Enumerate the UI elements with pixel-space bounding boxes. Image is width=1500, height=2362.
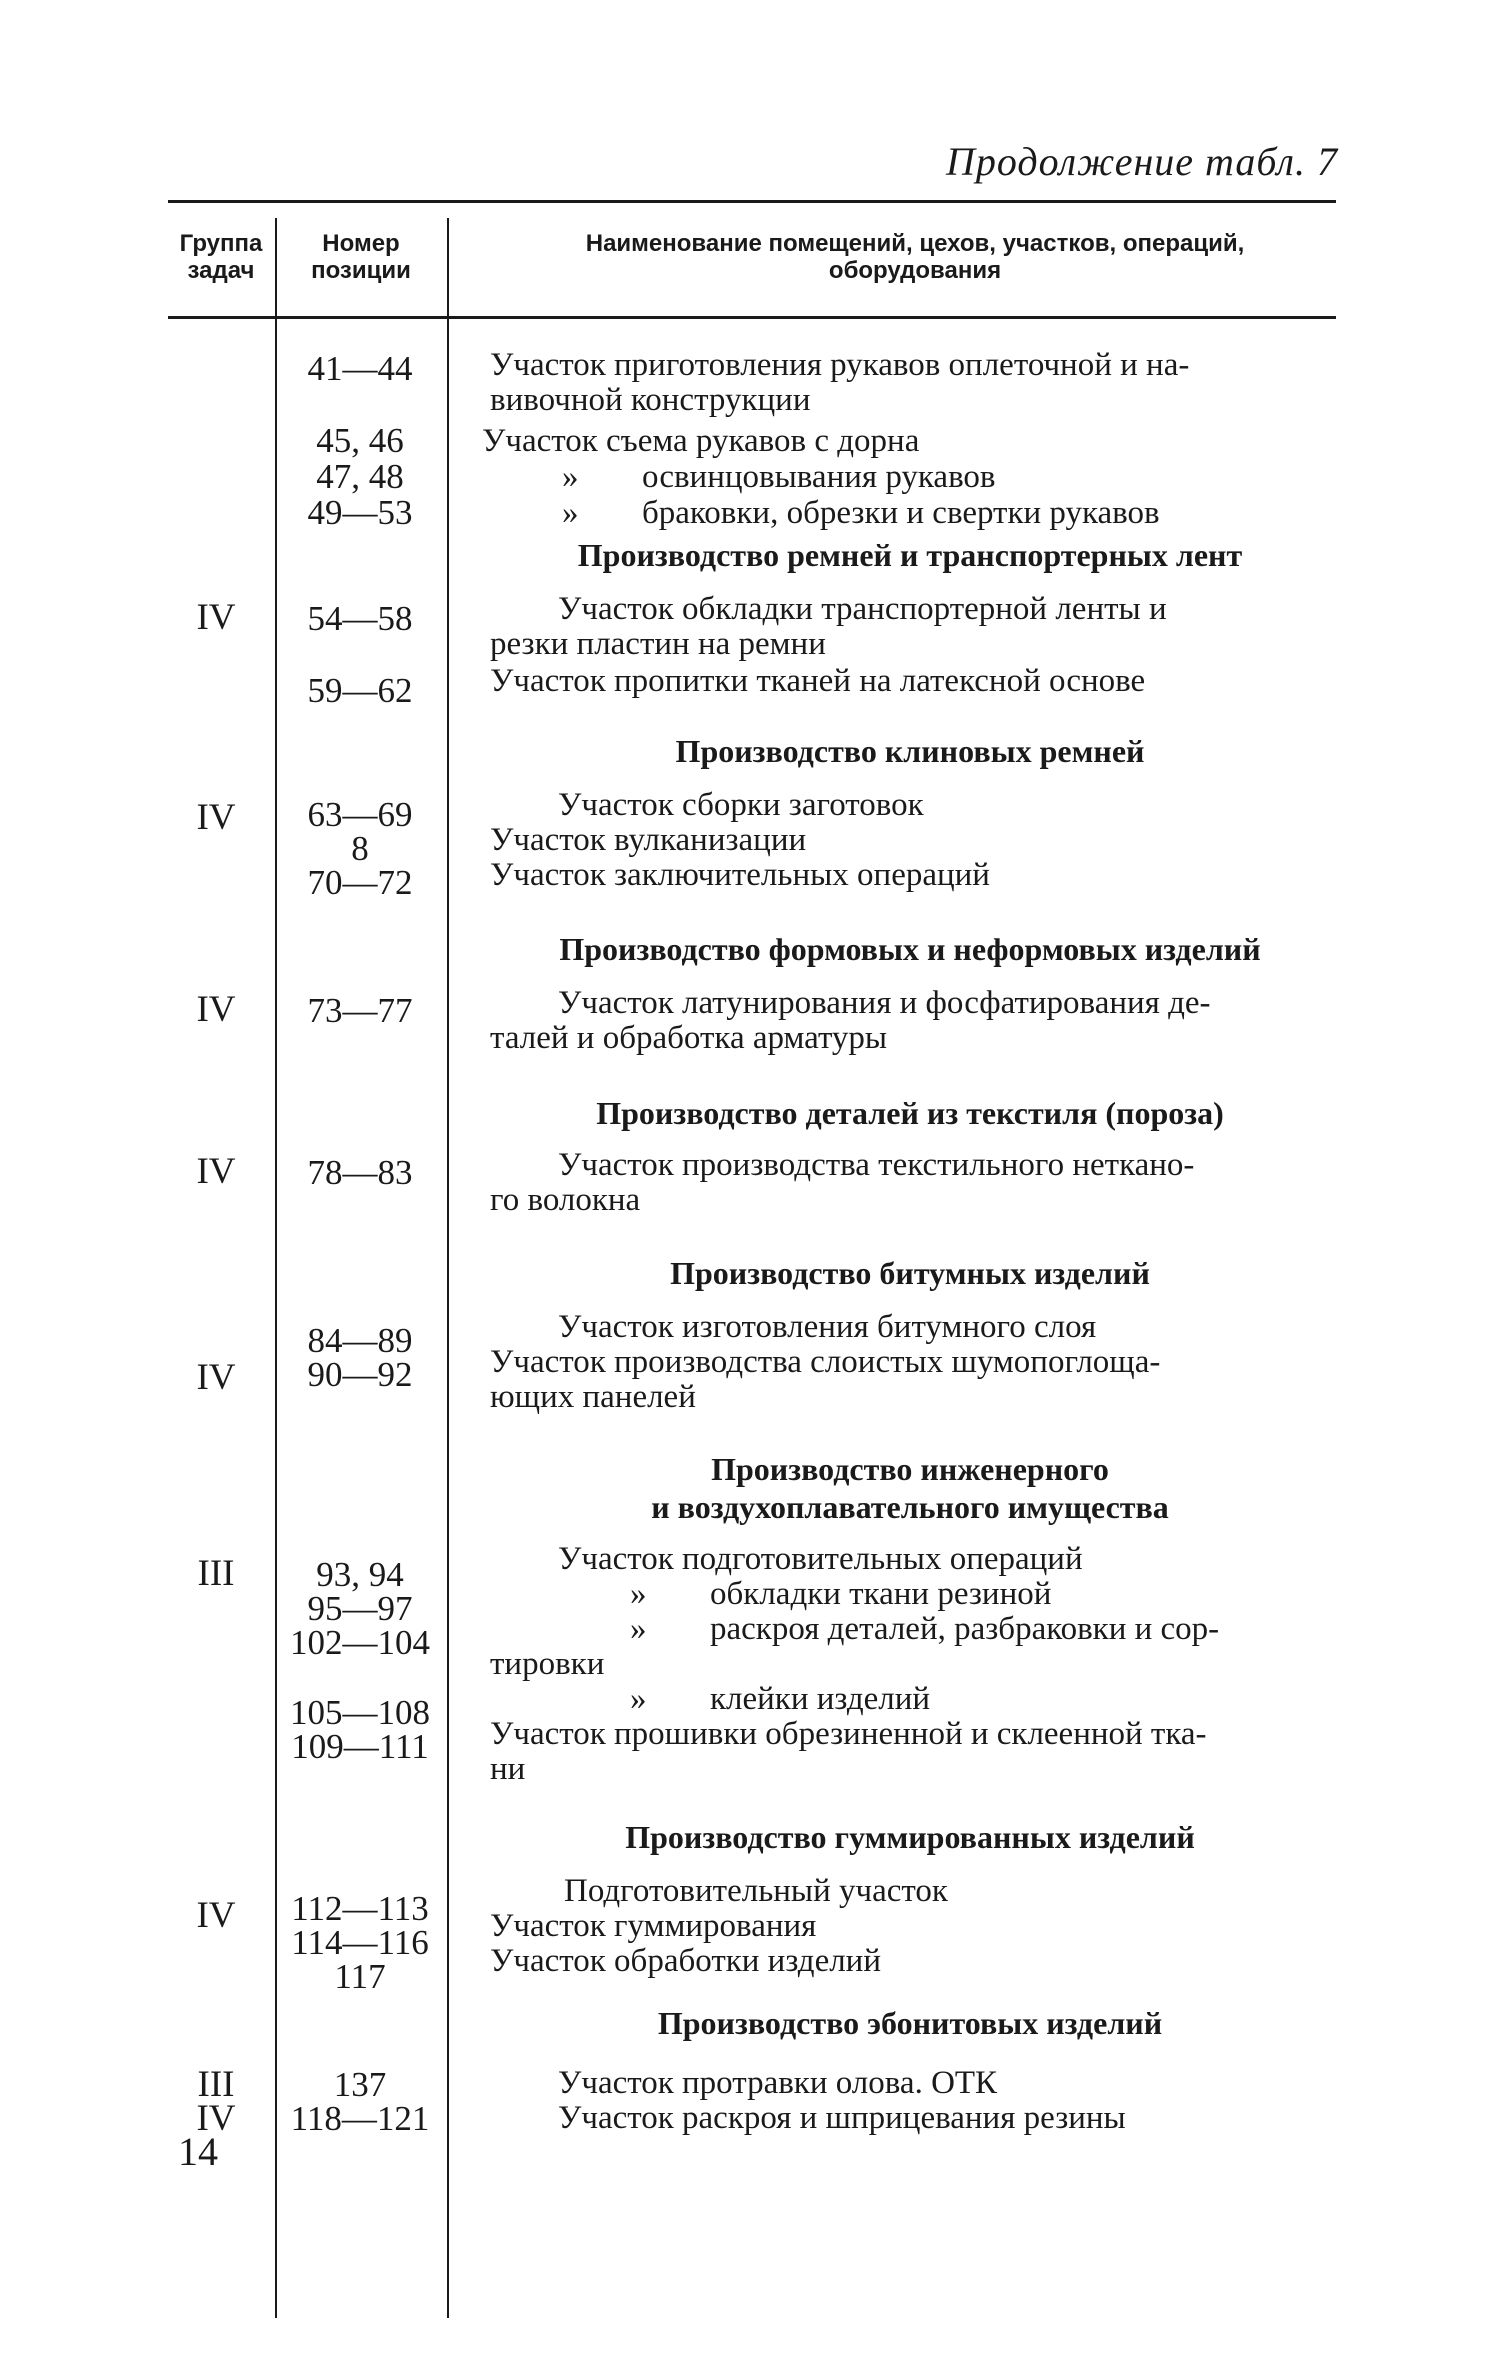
ditto-mark: » xyxy=(630,1611,647,1647)
row-text-line: Участок прошивки обрезиненной и склеенной тка- xyxy=(490,1716,1207,1752)
group-number: IV xyxy=(196,1357,236,1398)
row-text-line: Участок латунирования и фосфатирования де- xyxy=(558,985,1211,1021)
position-number-line: 8 xyxy=(351,829,369,868)
position-number-line: 118—121 xyxy=(290,2099,430,2138)
section-heading: Производство клиновых ремней xyxy=(675,733,1145,769)
row-text-line: Участок гуммирования xyxy=(490,1908,817,1944)
section-heading-line: и воздухоплавательного имущества xyxy=(651,1489,1169,1525)
position-number-line: 93, 94 xyxy=(316,1555,404,1594)
group-number: IV xyxy=(196,1895,236,1936)
row-text-line: Участок производства слоистых шумопоглоща- xyxy=(490,1344,1161,1380)
row-text-line: вивочной конструкции xyxy=(490,382,811,418)
ditto-mark: » xyxy=(630,1681,647,1717)
column-divider-2 xyxy=(447,218,449,2318)
row-text-line: Участок пропитки тканей на латексной основе xyxy=(490,663,1146,699)
row-text-line: резки пластин на ремни xyxy=(490,626,826,662)
header-group: Группа задач xyxy=(179,230,263,284)
position-number xyxy=(276,1889,444,1996)
row-text-line: тировки xyxy=(490,1646,605,1682)
row-text-line xyxy=(490,1682,1338,1717)
row-text-line: Участок заключительных операций xyxy=(490,857,990,893)
row-text xyxy=(490,592,1338,662)
position-number-line: 63—69 xyxy=(307,795,413,834)
row-text-line xyxy=(490,496,1338,531)
row-text-body: раскроя деталей, разбраковки и сор- xyxy=(710,1611,1220,1647)
row-text xyxy=(490,348,1338,418)
position-number-line: 112—113 xyxy=(291,1889,429,1928)
section-heading: Производство ремней и транспортерных лент xyxy=(577,537,1243,573)
row-text-line: Участок обработки изделий xyxy=(490,1943,882,1979)
section-heading: Производство эбонитовых изделий xyxy=(657,2005,1163,2041)
section-heading: Производство гуммированных изделий xyxy=(625,1819,1195,1855)
row-text-line: Участок подготовительных операций xyxy=(558,1541,1083,1577)
row-text xyxy=(490,788,1338,893)
ditto-mark: » xyxy=(562,495,579,531)
group-number-line: IV xyxy=(196,2098,236,2139)
group-number: IV xyxy=(196,597,236,638)
position-number-line: 70—72 xyxy=(307,863,413,902)
table-caption: Продолжение табл. 7 xyxy=(945,139,1338,184)
row-text-line xyxy=(490,1577,1338,1612)
row-text xyxy=(490,496,1338,531)
section-heading: Производство формовых и неформовых изделий xyxy=(559,931,1261,967)
ditto-mark: » xyxy=(562,459,579,495)
position-number: 59—62 xyxy=(307,671,413,710)
position-number xyxy=(276,1555,444,1766)
header-position: Номер позиции xyxy=(311,230,411,284)
row-text xyxy=(490,1148,1338,1218)
position-number: 49—53 xyxy=(307,493,413,532)
row-text-line xyxy=(490,1612,1338,1647)
row-text xyxy=(490,1874,1338,1979)
position-number-line: 109—111 xyxy=(291,1727,429,1766)
row-text-line: Подготовительный участок xyxy=(564,1873,948,1909)
row-text-body: браковки, обрезки и свертки рукавов xyxy=(642,495,1160,531)
row-text-line: Участок протравки олова. ОТК xyxy=(558,2065,998,2101)
group-number: IV xyxy=(196,797,236,838)
row-text-line: Участок раскроя и шприцевания резины xyxy=(558,2100,1126,2136)
position-number: 45, 46 xyxy=(316,421,404,460)
position-number xyxy=(276,2065,444,2138)
position-number: 41—44 xyxy=(307,349,413,388)
position-number: 73—77 xyxy=(307,991,413,1030)
column-divider-1 xyxy=(275,218,277,2318)
row-text-line: Участок производства текстильного неткано- xyxy=(558,1147,1195,1183)
row-text xyxy=(490,1310,1338,1415)
ditto-mark: » xyxy=(630,1576,647,1612)
position-number: 47, 48 xyxy=(316,457,404,496)
top-rule xyxy=(168,200,1336,203)
row-text-line: Участок обкладки транспортерной ленты и xyxy=(558,591,1167,627)
row-text-line: ни xyxy=(490,1751,526,1787)
position-number-line: 105—108 xyxy=(290,1693,430,1732)
row-text xyxy=(482,424,1330,459)
row-text-line: го волокна xyxy=(490,1182,641,1218)
position-number-line: 84—89 xyxy=(307,1321,413,1360)
header-name: Наименование помещений, цехов, участков, операций, оборудования xyxy=(585,230,1245,284)
position-number-line: 102—104 xyxy=(290,1623,430,1662)
group-number: IV xyxy=(196,989,236,1030)
section-heading-line: Производство инженерного xyxy=(711,1451,1109,1487)
position-number-line: 137 xyxy=(333,2065,387,2104)
position-number: 78—83 xyxy=(307,1153,413,1192)
row-text xyxy=(490,2066,1338,2136)
position-number xyxy=(276,795,444,902)
position-number-line: 117 xyxy=(334,1957,386,1996)
row-text-body: клейки изделий xyxy=(710,1681,931,1717)
position-number-line: 95—97 xyxy=(307,1589,413,1628)
row-text-body: освинцовывания рукавов xyxy=(642,459,996,495)
section-heading: Производство битумных изделий xyxy=(670,1255,1150,1291)
row-text-line xyxy=(490,460,1338,495)
row-text xyxy=(490,1542,1338,1787)
row-text xyxy=(490,986,1338,1056)
position-number xyxy=(276,1321,444,1394)
position-number: 54—58 xyxy=(307,599,413,638)
page-number: 14 xyxy=(178,2129,218,2174)
row-text xyxy=(490,460,1338,495)
row-text-line: талей и обработка арматуры xyxy=(490,1020,888,1056)
group-number: III xyxy=(197,1553,235,1594)
row-text-line: Участок сборки заготовок xyxy=(558,787,924,823)
header-bottom-rule xyxy=(168,316,1336,319)
position-number-line: 90—92 xyxy=(307,1355,413,1394)
section-heading: Производство деталей из текстиля (пороза) xyxy=(596,1095,1224,1131)
row-text-body: обкладки ткани резиной xyxy=(710,1576,1052,1612)
row-text-line: ющих панелей xyxy=(490,1379,696,1415)
group-number xyxy=(160,2064,272,2139)
group-number: IV xyxy=(196,1151,236,1192)
row-text xyxy=(490,664,1338,699)
row-text-line: Участок вулканизации xyxy=(490,822,807,858)
group-number-line: III xyxy=(197,2064,235,2105)
position-number-line: 114—116 xyxy=(291,1923,429,1962)
section-heading xyxy=(470,1450,1350,1526)
row-text-line: Участок изготовления битумного слоя xyxy=(558,1309,1097,1345)
row-text-line: Участок приготовления рукавов оплеточной и на- xyxy=(490,347,1190,383)
row-text-line: Участок съема рукавов с дорна xyxy=(482,423,920,459)
